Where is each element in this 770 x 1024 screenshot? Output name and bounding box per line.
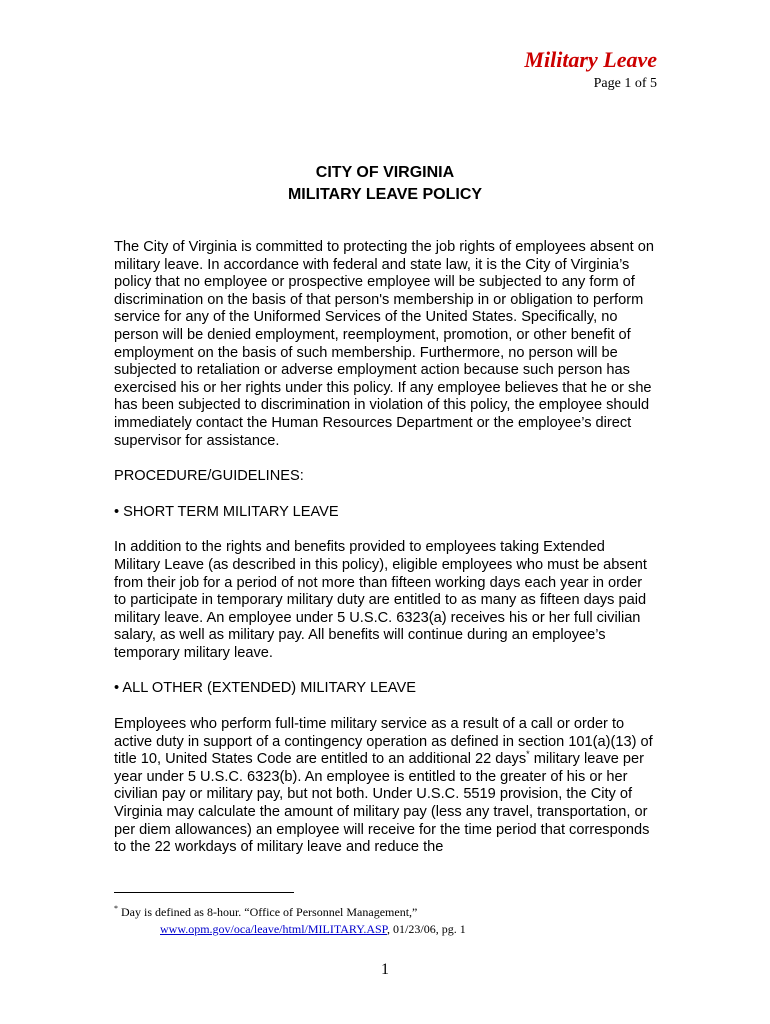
footnote-divider — [114, 892, 294, 893]
footnote — [114, 900, 654, 938]
footnote-date: , 01/23/06, pg. 1 — [387, 922, 466, 936]
extended-text-end: military leave per year under 5 U.S.C. 6323(b). An employee is entitled to the greater of his or her civilian pay or military pay, but not both. Under U.S.C. 5519 provision, the City of Virginia may calculate the amount of military pay (less any travel, transportation, or per diem allowances) an employee will receive for the time period that corresponds to the 22 workdays of military leave and reduce the — [114, 751, 650, 856]
extended-paragraph — [114, 716, 654, 857]
short-term-heading: • SHORT TERM MILITARY LEAVE — [114, 503, 339, 520]
extended-text-start: Employees who perform full-time military service as a result of a call or order to active duty in support of a contingency operation as defined in section 101(a)(13) of title 10, United States Code are entitled to an additional 22 days — [114, 716, 653, 768]
footnote-text: Day is defined as 8-hour. “Office of Personnel Management,” — [118, 905, 418, 919]
footnote-link[interactable]: www.opm.gov/oca/leave/html/MILITARY.ASP — [160, 922, 388, 936]
footnote-reference[interactable]: * — [526, 749, 530, 760]
footnote-marker: * — [114, 904, 118, 913]
footnote-line-1 — [114, 900, 654, 921]
document-title — [114, 162, 656, 206]
intro-paragraph: The City of Virginia is committed to protecting the job rights of employees absent on military leave. In accordance with federal and state law, it is the City of Virginia’s policy that no employee or prospective employee will be subjected to any form of discrimination on the basis of that person's membership in or obligation to perform service for any of the Uniformed Services of the United States. Specifically, no person will be denied employment, reemployment, promotion, or other benefit of employment on the basis of such membership. Furthermore, no person will be subjected to retaliation or adverse employment action because such person has exercised his or her rights under this policy. If any employee believes that he or she has been subjected to discrimination in violation of this policy, the employee should immediately contact the Human Resources Department or the employee’s direct supervisor for assistance. — [114, 239, 654, 449]
extended-heading: • ALL OTHER (EXTENDED) MILITARY LEAVE — [114, 680, 416, 697]
title-line-2: MILITARY LEAVE POLICY — [287, 186, 483, 203]
procedure-heading: PROCEDURE/GUIDELINES: — [114, 468, 304, 485]
footnote-line-2 — [114, 921, 654, 938]
page-number: 1 — [381, 961, 389, 978]
title-line-1: CITY OF VIRGINIA — [315, 164, 455, 181]
page-indicator: Page 1 of 5 — [593, 76, 657, 91]
document-header-title: Military Leave — [524, 47, 657, 72]
document-body — [114, 239, 654, 875]
short-term-paragraph: In addition to the rights and benefits provided to employees taking Extended Military Leave (as described in this policy), eligible employees who must be absent from their job for a period of not more than fifteen working days each year in order to participate in temporary military duty are entitled to as many as fifteen days paid military leave. An employee under 5 U.S.C. 6323(a) receives his or her full civilian salary, as well as military pay. All benefits will continue during an employee’s temporary military leave. — [114, 539, 647, 661]
